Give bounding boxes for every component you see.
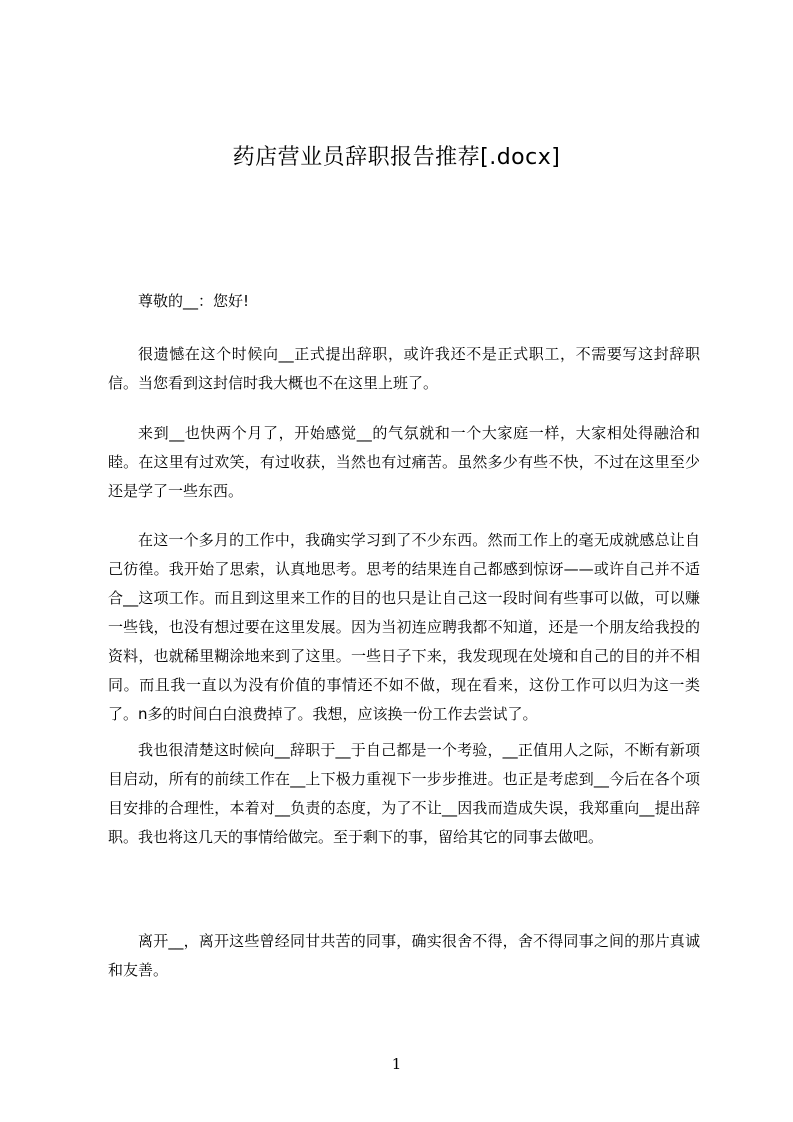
paragraph-5: 离开__，离开这些曾经同甘共苦的同事，确实很舍不得，舍不得同事之间的那片真诚和友善。 [108,932,700,979]
paragraph-4: 我也很清楚这时候向__辞职于__于自己都是一个考验，__正值用人之际，不断有新项目启动，所有的前续工作在__上下极力重视下一步步推进。也正是考虑到__今后在各个项目安排的合理性，本着对__负责的态度，为了不让__因我而造成失误，我郑重向__提出辞职。我也将这几天的事情给做完。至于剩下的事，留给其它的同事去做吧。 [108,741,700,846]
page-number: 1 [391,1055,402,1073]
paragraph-1: 很遗憾在这个时候向__正式提出辞职，或许我还不是正式职工，不需要写这封辞职信。当您看到这封信时我大概也不在这里上班了。 [108,345,700,392]
greeting-line: 尊敬的__：您好! [138,292,250,310]
paragraph-3: 在这一个多月的工作中，我确实学习到了不少东西。然而工作上的毫无成就感总让自己彷徨。我开始了思索，认真地思考。思考的结果连自己都感到惊讶——或许自己并不适合__这项工作。而且到这里来工作的目的也只是让自己这一段时间有些事可以做，可以赚一些钱，也没有想过要在这里发展。因为当初连应聘我都不知道，还是一个朋友给我投的资料，也就稀里糊涂地来到了这里。一些日子下来，我发现现在处境和自己的目的并不相同。而且我一直以为没有价值的事情还不如不做，现在看来，这份工作可以归为这一类了。n多的时间白白浪费掉了。我想，应该换一份工作去尝试了。 [108,531,700,723]
document-title: 药店营业员辞职报告推荐[.docx] [232,145,561,170]
paragraph-2: 来到__也快两个月了，开始感觉__的气氛就和一个大家庭一样，大家相处得融洽和睦。在这里有过欢笑，有过收获，当然也有过痛苦。虽然多少有些不快，不过在这里至少还是学了一些东西。 [108,424,700,500]
